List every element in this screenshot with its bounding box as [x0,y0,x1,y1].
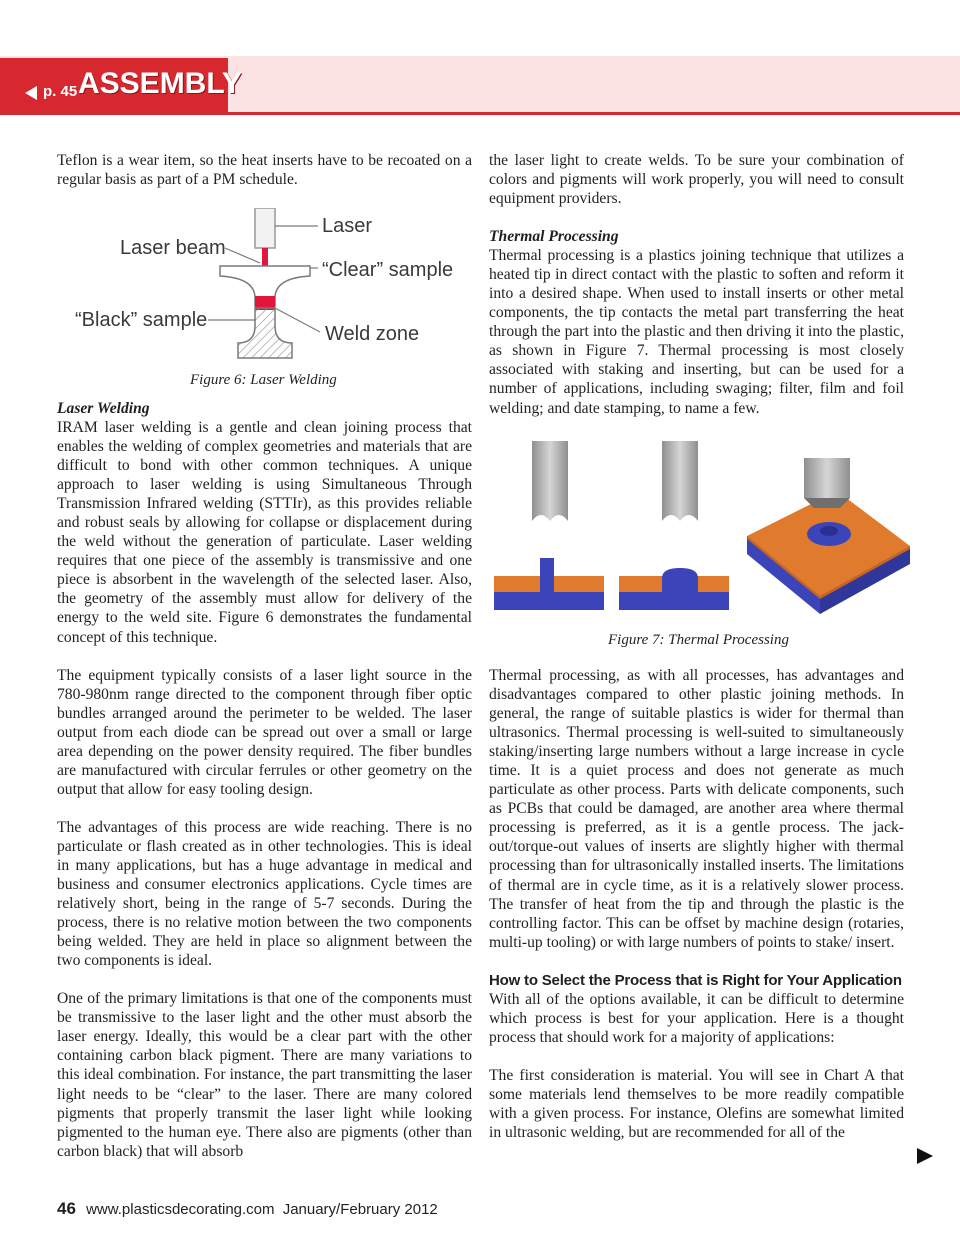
label-laser: Laser [322,215,373,237]
page-footer [57,1199,438,1219]
right-column-bottom [489,666,904,1142]
figure-7-caption: Figure 7: Thermal Processing [608,632,789,648]
figure-6-laser-welding-diagram [70,208,460,368]
thermal-processing-heading: Thermal Processing [489,228,619,246]
label-weld-zone: Weld zone [325,323,420,345]
page-number: 46 [57,1199,76,1218]
black-sample [238,308,292,358]
laser-paragraph-3: The advantages of this process are wide reaching. There is no particulate or flash created as in other technologies. This is ideal in many applications, but has a huge advantage in medical and business and consumer electronics applications. Cycle times are relatively short, being in the range of 5-7 seconds. During the process, there is no relative motion between the two components being welded. They are held in place so alignment between the two components is ideal. [57,818,472,970]
step-3-3d-view [747,458,910,614]
laser-paragraph-2: The equipment typically consists of a laser light source in the 780-980nm range directed to the component through fiber optic bundles arranged around the perimeter to be welded. The laser output from each diode can be spread out over a small or large area depending on the power density required. The fiber bundles are manufactured with circular ferrules or other geometry on the output that allow for easy tooling design. [57,666,472,798]
continue-arrow-icon[interactable] [917,1148,933,1164]
thermal-paragraph-1: Thermal processing is a plastics joining technique that utilizes a heated tip in direct contact with the plastic to soften and reform it into a desired shape. When used to install inserts or other metal components, the tip contacts the metal part transferring the heat through the part into the plastic and then driving it into the plastic, as shown in Figure 7. Thermal processing is most closely associated with staking and inserting, but can be used for a number of applications, including swaging; filter, film and foil welding; and date stamping, to name a few. [489,247,904,417]
footer-issue: January/February 2012 [282,1201,438,1218]
label-clear-sample: “Clear” sample [322,259,454,281]
label-laser-beam: Laser beam [120,237,226,259]
page-reference-link[interactable]: p. 45 [43,83,78,100]
step-2-stake-formed [619,441,729,610]
back-arrow-icon[interactable] [25,86,37,100]
footer-site-link[interactable]: www.plasticsdecorating.com [86,1201,275,1218]
select-process-heading: How to Select the Process that is Right for Your Application [489,971,902,989]
laser-welding-section [57,399,472,1161]
laser-paragraph-1: IRAM laser welding is a gentle and clean joining process that enables the welding of complex geometries and materials that are difficult to bond with other common techniques. A unique approach to laser welding is using Simultaneous Through Transmission Infrared welding (STTIr), as this provides reliable and robust seals by allowing for collapse or displacement during the weld without the generation of particulate. Laser welding requires that one piece of the assembly is transmissive and one piece is absorbent in the wavelength of the selected laser. Also, the geometry of the assembly must allow for delivery of the energy to the weld site. Figure 6 demonstrates the fundamental concept of this technique. [57,419,472,646]
select-paragraph-1: With all of the options available, it can be difficult to determine which process is best for your application. Here is a thought process that should work for a majority of applications: [489,990,904,1046]
section-title: ASSEMBLY [78,67,242,100]
laser-head [255,208,275,248]
figure-7-thermal-processing-diagram [492,436,912,616]
select-paragraph-2: The first consideration is material. You will see in Chart A that some materials lend themselves to be more readily compatible with a given process. For instance, Olefins are somewhat limited in ultrasonic welding, but are recommended for all of the [489,1066,904,1141]
thermal-paragraph-2: Thermal processing, as with all processes, has advantages and disadvantages compared to other plastic joining methods. In general, the range of suitable plastics is wider for thermal than ultrasonics. Thermal processing is well-suited to simultaneously staking/inserting large numbers without a large increase in cycle time. It is a quiet process and does not generate as much particulate as other process. Parts with delicate components, such as PCBs that could be damaged, are another area where thermal processing is preferred, as it is a gentle process. The jack-out/torque-out values of inserts are slightly higher with thermal processing than for ultrasonically installed inserts. The limitations of thermal are in cycle time, as it is a relatively slower process. The transfer of heat from the tip and through the plastic is the controlling factor. This can be offset by machine design (rotaries, multi-up tooling) or with large numbers of points to stake/ insert. [489,667,904,951]
label-black-sample: “Black” sample [75,309,208,331]
figure-6-caption: Figure 6: Laser Welding [190,372,337,388]
right-column-top [489,151,904,418]
right-intro-paragraph: the laser light to create welds. To be sure your combination of colors and pigments will work properly, you will need to consult equipment providers. [489,152,904,208]
laser-paragraph-4: One of the primary limitations is that one of the components must be transmissive to the laser light and the other must absorb the laser energy. Ideally, this would be a clear part with the other containing carbon black pigment. There are many variations to this ideal combination. For instance, the part transmitting the laser light needs to be “clear” to the laser. There are many colored pigments that properly transmit the laser light while looking pigmented to the human eye. There also are pigments (other than carbon black) that will absorb [57,990,472,1160]
left-intro-paragraph: Teflon is a wear item, so the heat inserts have to be recoated on a regular basis as part of a PM schedule. [57,152,472,189]
laser-welding-heading: Laser Welding [57,400,150,417]
left-column [57,151,472,189]
step-1-tip-approach [494,441,604,610]
